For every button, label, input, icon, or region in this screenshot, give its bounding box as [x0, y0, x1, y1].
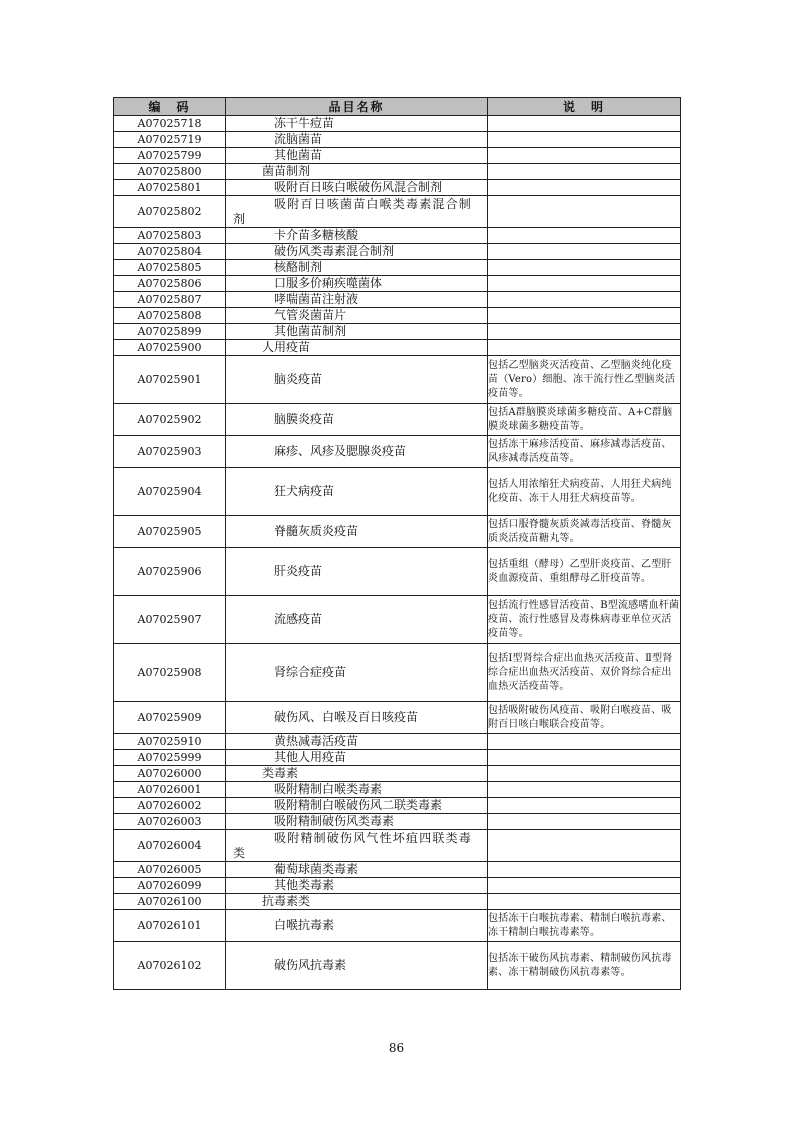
- table-row: [114, 910, 681, 942]
- item-name: 核酪制剂: [226, 260, 488, 276]
- item-code: A07025907: [114, 596, 226, 644]
- item-description: 包括乙型脑炎灭活疫苗、乙型脑炎纯化疫苗（Vero）细胞、冻干流行性乙型脑炎活疫苗等。: [488, 356, 681, 404]
- table-row: [114, 340, 681, 356]
- item-description: 包括冻干白喉抗毒素、精制白喉抗毒素、冻干精制白喉抗毒素等。: [488, 910, 681, 942]
- item-code: A07026099: [114, 878, 226, 894]
- item-code: A07025904: [114, 468, 226, 516]
- item-code: A07025801: [114, 180, 226, 196]
- item-code: A07025906: [114, 548, 226, 596]
- item-code: A07025804: [114, 244, 226, 260]
- table-row: [114, 116, 681, 132]
- table-row: [114, 404, 681, 436]
- header-item-name: 品目名称: [226, 98, 488, 116]
- item-name: 麻疹、风疹及腮腺炎疫苗: [226, 436, 488, 468]
- table-row: [114, 814, 681, 830]
- item-code: A07025908: [114, 644, 226, 702]
- item-code: A07025719: [114, 132, 226, 148]
- item-code: A07025808: [114, 308, 226, 324]
- item-code: A07026005: [114, 862, 226, 878]
- table-row: [114, 734, 681, 750]
- item-name: 白喉抗毒素: [226, 910, 488, 942]
- item-description: [488, 814, 681, 830]
- item-name: 其他菌苗: [226, 148, 488, 164]
- table-row: [114, 644, 681, 702]
- item-code: A07025910: [114, 734, 226, 750]
- item-code: A07025803: [114, 228, 226, 244]
- item-name: 脊髓灰质炎疫苗: [226, 516, 488, 548]
- item-description: 包括流行性感冒活疫苗、B型流感嗜血杆菌疫苗、流行性感冒及毒株病毒亚单位灭活疫苗等。: [488, 596, 681, 644]
- item-name: 其他人用疫苗: [226, 750, 488, 766]
- item-description: [488, 180, 681, 196]
- item-name: 哮喘菌苗注射液: [226, 292, 488, 308]
- catalog-table: [113, 97, 681, 990]
- item-description: [488, 132, 681, 148]
- page-number: 86: [388, 1041, 405, 1055]
- item-description: 包括A群脑膜炎球菌多糖疫苗、A+C群脑膜炎球菌多糖疫苗等。: [488, 404, 681, 436]
- table-row: [114, 164, 681, 180]
- table-row: [114, 260, 681, 276]
- table-row: [114, 766, 681, 782]
- item-description: [488, 148, 681, 164]
- item-description: [488, 782, 681, 798]
- table-row: [114, 830, 681, 862]
- item-description: [488, 830, 681, 862]
- item-description: [488, 766, 681, 782]
- table-row: [114, 516, 681, 548]
- item-description: [488, 196, 681, 228]
- item-name: 脑膜炎疫苗: [226, 404, 488, 436]
- item-name: 人用疫苗: [226, 340, 488, 356]
- item-code: A07025901: [114, 356, 226, 404]
- item-description: [488, 750, 681, 766]
- item-name: 抗毒素类: [226, 894, 488, 910]
- item-name: 吸附精制破伤风气性坏疽四联类毒类: [226, 830, 488, 862]
- item-name: 吸附精制白喉破伤风二联类毒素: [226, 798, 488, 814]
- item-description: [488, 116, 681, 132]
- item-name: 肝炎疫苗: [226, 548, 488, 596]
- item-name: 其他菌苗制剂: [226, 324, 488, 340]
- item-code: A07025718: [114, 116, 226, 132]
- item-description: [488, 228, 681, 244]
- table-row: [114, 798, 681, 814]
- item-name: 菌苗制剂: [226, 164, 488, 180]
- item-name: 流脑菌苗: [226, 132, 488, 148]
- item-description: 包括冻干麻疹活疫苗、麻疹减毒活疫苗、风疹减毒活疫苗等。: [488, 436, 681, 468]
- table-row: [114, 244, 681, 260]
- item-description: 包括Ⅰ型肾综合症出血热灭活疫苗、Ⅱ型肾综合症出血热灭活疫苗、双价肾综合症出血热灭活疫苗等。: [488, 644, 681, 702]
- item-name: 吸附精制白喉类毒素: [226, 782, 488, 798]
- item-code: A07025902: [114, 404, 226, 436]
- item-name: 其他类毒素: [226, 878, 488, 894]
- item-description: [488, 276, 681, 292]
- item-description: [488, 260, 681, 276]
- item-code: A07025799: [114, 148, 226, 164]
- item-description: [488, 292, 681, 308]
- item-code: A07026000: [114, 766, 226, 782]
- item-name: 气管炎菌苗片: [226, 308, 488, 324]
- item-name: 肾综合症疫苗: [226, 644, 488, 702]
- table-body: [114, 116, 681, 990]
- item-code: A07026101: [114, 910, 226, 942]
- item-code: A07025802: [114, 196, 226, 228]
- item-name: 卡介苗多糖核酸: [226, 228, 488, 244]
- table-row: [114, 292, 681, 308]
- table-row: [114, 702, 681, 734]
- item-description: 包括重组（酵母）乙型肝炎疫苗、乙型肝炎血源疫苗、重组酵母乙肝疫苗等。: [488, 548, 681, 596]
- table-row: [114, 356, 681, 404]
- table-row: [114, 228, 681, 244]
- table-row: [114, 308, 681, 324]
- item-code: A07026002: [114, 798, 226, 814]
- item-code: A07026100: [114, 894, 226, 910]
- item-description: 包括人用浓缩狂犬病疫苗、人用狂犬病纯化疫苗、冻干人用狂犬病疫苗等。: [488, 468, 681, 516]
- item-name: 流感疫苗: [226, 596, 488, 644]
- item-description: [488, 862, 681, 878]
- item-code: A07025999: [114, 750, 226, 766]
- item-name: 葡萄球菌类毒素: [226, 862, 488, 878]
- item-name: 吸附精制破伤风类毒素: [226, 814, 488, 830]
- item-code: A07025905: [114, 516, 226, 548]
- item-description: [488, 164, 681, 180]
- item-name: 破伤风抗毒素: [226, 942, 488, 990]
- table-row: [114, 148, 681, 164]
- table-row: [114, 878, 681, 894]
- table-row: [114, 468, 681, 516]
- item-description: [488, 734, 681, 750]
- item-name: 狂犬病疫苗: [226, 468, 488, 516]
- table-row: [114, 180, 681, 196]
- table-row: [114, 596, 681, 644]
- item-name: 吸附百日咳白喉破伤风混合制剂: [226, 180, 488, 196]
- item-description: 包括冻干破伤风抗毒素、精制破伤风抗毒素、冻干精制破伤风抗毒素等。: [488, 942, 681, 990]
- item-name: 类毒素: [226, 766, 488, 782]
- table-row: [114, 548, 681, 596]
- table-row: [114, 894, 681, 910]
- item-name: 脑炎疫苗: [226, 356, 488, 404]
- table-row: [114, 942, 681, 990]
- header-description: 说 明: [488, 98, 681, 116]
- item-description: [488, 324, 681, 340]
- item-description: [488, 878, 681, 894]
- item-code: A07025807: [114, 292, 226, 308]
- table-row: [114, 196, 681, 228]
- item-name: 黄热减毒活疫苗: [226, 734, 488, 750]
- item-code: A07025805: [114, 260, 226, 276]
- item-description: 包括吸附破伤风疫苗、吸附白喉疫苗、吸附百日咳白喉联合疫苗等。: [488, 702, 681, 734]
- item-code: A07026004: [114, 830, 226, 862]
- table-row: [114, 782, 681, 798]
- table-row: [114, 324, 681, 340]
- item-code: A07025909: [114, 702, 226, 734]
- item-name: 冻干牛痘苗: [226, 116, 488, 132]
- item-description: 包括口服脊髓灰质炎减毒活疫苗、脊髓灰质炎活疫苗糖丸等。: [488, 516, 681, 548]
- header-code: 编 码: [114, 98, 226, 116]
- table-header-row: [114, 98, 681, 116]
- table-row: [114, 276, 681, 292]
- item-code: A07026003: [114, 814, 226, 830]
- item-name: 破伤风、白喉及百日咳疫苗: [226, 702, 488, 734]
- table-row: [114, 750, 681, 766]
- item-description: [488, 308, 681, 324]
- item-code: A07025903: [114, 436, 226, 468]
- item-description: [488, 894, 681, 910]
- item-name: 口服多价痢疾噬菌体: [226, 276, 488, 292]
- item-code: A07025800: [114, 164, 226, 180]
- table-row: [114, 436, 681, 468]
- item-description: [488, 798, 681, 814]
- item-code: A07026001: [114, 782, 226, 798]
- table-row: [114, 132, 681, 148]
- item-code: A07025900: [114, 340, 226, 356]
- item-description: [488, 340, 681, 356]
- item-description: [488, 244, 681, 260]
- item-code: A07026102: [114, 942, 226, 990]
- item-name: 吸附百日咳菌苗白喉类毒素混合制剂: [226, 196, 488, 228]
- item-code: A07025899: [114, 324, 226, 340]
- item-name: 破伤风类毒素混合制剂: [226, 244, 488, 260]
- item-code: A07025806: [114, 276, 226, 292]
- table-row: [114, 862, 681, 878]
